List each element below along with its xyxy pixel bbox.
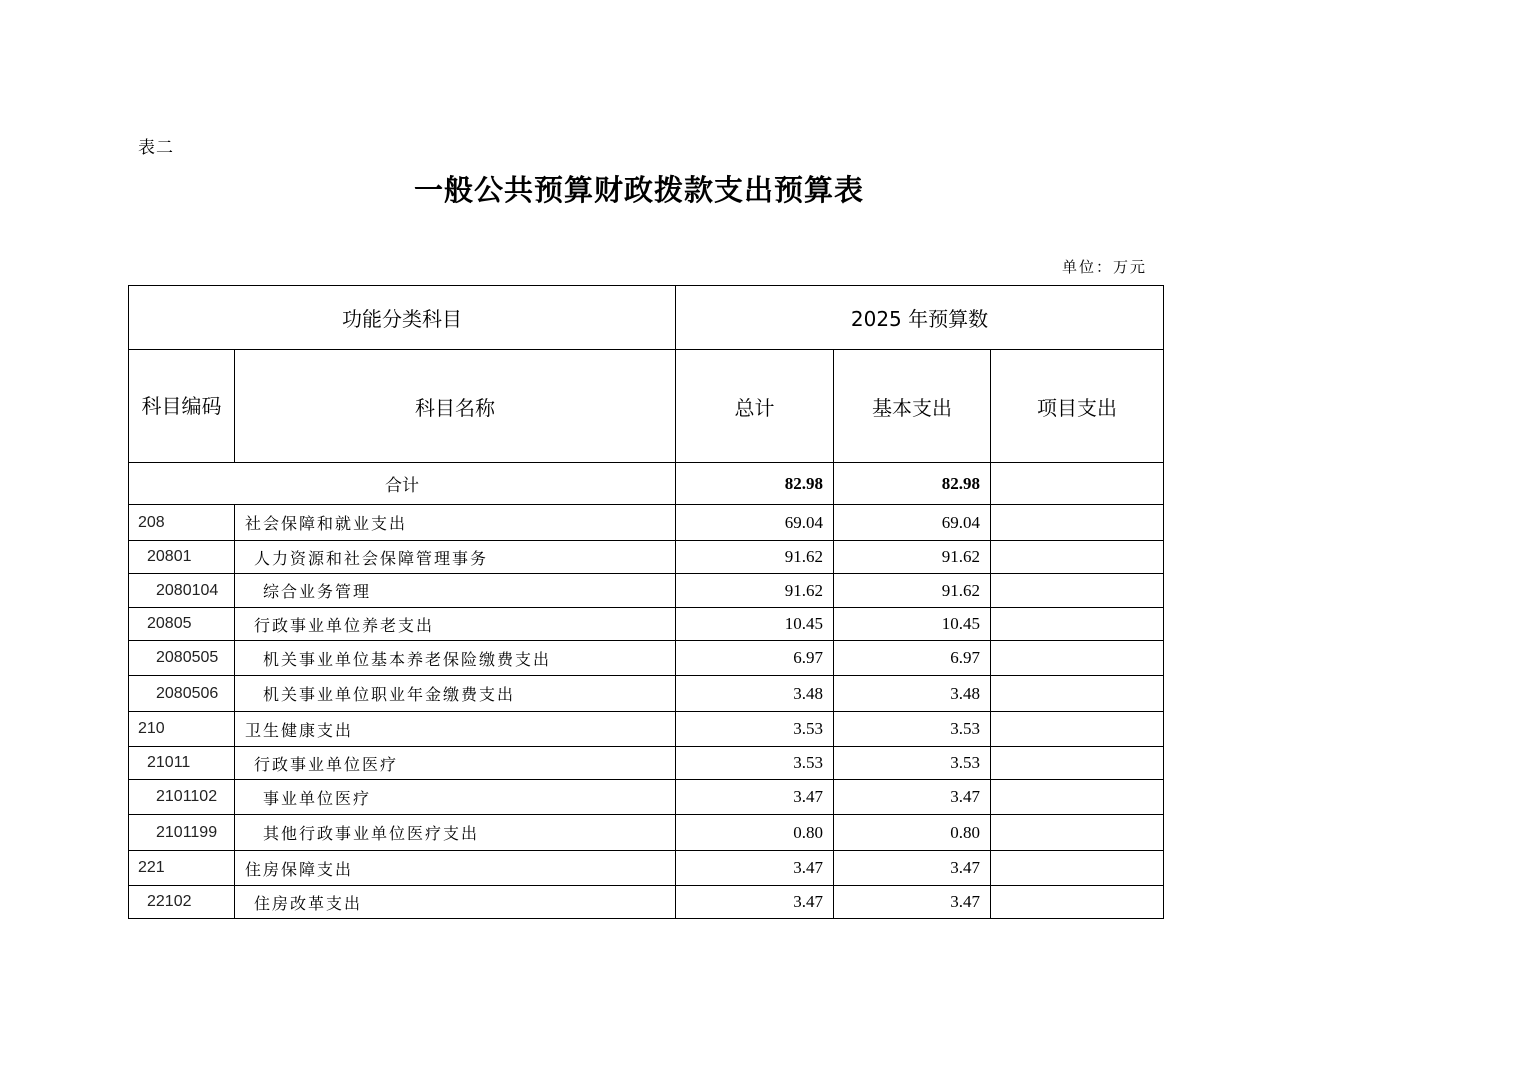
row-basic: 3.53 xyxy=(834,712,991,747)
table-row xyxy=(129,541,1164,574)
row-total: 3.47 xyxy=(676,780,834,815)
row-project xyxy=(991,541,1164,574)
row-basic: 3.47 xyxy=(834,886,991,919)
row-basic: 69.04 xyxy=(834,505,991,541)
row-basic: 6.97 xyxy=(834,641,991,676)
row-basic: 10.45 xyxy=(834,608,991,641)
row-code: 208 xyxy=(129,505,235,541)
row-project xyxy=(991,574,1164,608)
table-row xyxy=(129,608,1164,641)
row-name: 社会保障和就业支出 xyxy=(235,505,676,541)
row-project xyxy=(991,676,1164,712)
row-code: 20805 xyxy=(129,608,235,641)
row-basic: 0.80 xyxy=(834,815,991,851)
row-basic: 3.47 xyxy=(834,780,991,815)
row-total: 0.80 xyxy=(676,815,834,851)
table-row xyxy=(129,574,1164,608)
row-project xyxy=(991,505,1164,541)
row-total: 10.45 xyxy=(676,608,834,641)
header-project: 项目支出 xyxy=(991,350,1164,463)
row-code: 2080104 xyxy=(129,574,235,608)
table-row xyxy=(129,815,1164,851)
header-row-top xyxy=(129,286,1164,350)
row-name: 人力资源和社会保障管理事务 xyxy=(235,541,676,574)
row-project xyxy=(991,608,1164,641)
row-code: 2101102 xyxy=(129,780,235,815)
table-row xyxy=(129,747,1164,780)
row-name: 其他行政事业单位医疗支出 xyxy=(235,815,676,851)
row-name: 事业单位医疗 xyxy=(235,780,676,815)
row-project xyxy=(991,886,1164,919)
unit-label: 单位：万元 xyxy=(1062,258,1148,276)
row-basic: 91.62 xyxy=(834,541,991,574)
row-project xyxy=(991,641,1164,676)
table-row xyxy=(129,505,1164,541)
header-budget-year: 2025 年预算数 xyxy=(676,286,1164,350)
row-name: 行政事业单位医疗 xyxy=(235,747,676,780)
table-label: 表二 xyxy=(138,138,174,158)
row-total: 3.47 xyxy=(676,886,834,919)
row-code: 22102 xyxy=(129,886,235,919)
row-total: 91.62 xyxy=(676,574,834,608)
summary-label: 合计 xyxy=(129,463,676,505)
row-total: 3.48 xyxy=(676,676,834,712)
row-code: 2101199 xyxy=(129,815,235,851)
header-function-category: 功能分类科目 xyxy=(129,286,676,350)
table-row xyxy=(129,780,1164,815)
row-project xyxy=(991,815,1164,851)
row-code: 2080506 xyxy=(129,676,235,712)
summary-row xyxy=(129,463,1164,505)
row-basic: 3.47 xyxy=(834,851,991,886)
row-project xyxy=(991,747,1164,780)
row-code: 20801 xyxy=(129,541,235,574)
row-project xyxy=(991,780,1164,815)
row-code: 21011 xyxy=(129,747,235,780)
table-row xyxy=(129,712,1164,747)
row-total: 69.04 xyxy=(676,505,834,541)
row-code: 2080505 xyxy=(129,641,235,676)
header-total: 总计 xyxy=(676,350,834,463)
header-basic: 基本支出 xyxy=(834,350,991,463)
row-project xyxy=(991,712,1164,747)
row-total: 91.62 xyxy=(676,541,834,574)
row-basic: 91.62 xyxy=(834,574,991,608)
header-name: 科目名称 xyxy=(235,350,676,463)
row-name: 综合业务管理 xyxy=(235,574,676,608)
table-row xyxy=(129,641,1164,676)
table-body xyxy=(129,286,1164,919)
row-code: 210 xyxy=(129,712,235,747)
summary-basic: 82.98 xyxy=(834,463,991,505)
row-code: 221 xyxy=(129,851,235,886)
table-row xyxy=(129,676,1164,712)
row-project xyxy=(991,851,1164,886)
page-title: 一般公共预算财政拨款支出预算表 xyxy=(414,173,865,207)
row-name: 机关事业单位职业年金缴费支出 xyxy=(235,676,676,712)
summary-total: 82.98 xyxy=(676,463,834,505)
table-row xyxy=(129,851,1164,886)
row-name: 卫生健康支出 xyxy=(235,712,676,747)
header-row-sub xyxy=(129,350,1164,463)
budget-table xyxy=(128,285,1164,919)
row-basic: 3.48 xyxy=(834,676,991,712)
row-total: 3.53 xyxy=(676,712,834,747)
table-row xyxy=(129,886,1164,919)
row-total: 3.47 xyxy=(676,851,834,886)
summary-project xyxy=(991,463,1164,505)
row-total: 3.53 xyxy=(676,747,834,780)
row-total: 6.97 xyxy=(676,641,834,676)
row-name: 住房保障支出 xyxy=(235,851,676,886)
header-code: 科目编码 xyxy=(129,350,235,463)
row-name: 住房改革支出 xyxy=(235,886,676,919)
row-basic: 3.53 xyxy=(834,747,991,780)
row-name: 机关事业单位基本养老保险缴费支出 xyxy=(235,641,676,676)
row-name: 行政事业单位养老支出 xyxy=(235,608,676,641)
